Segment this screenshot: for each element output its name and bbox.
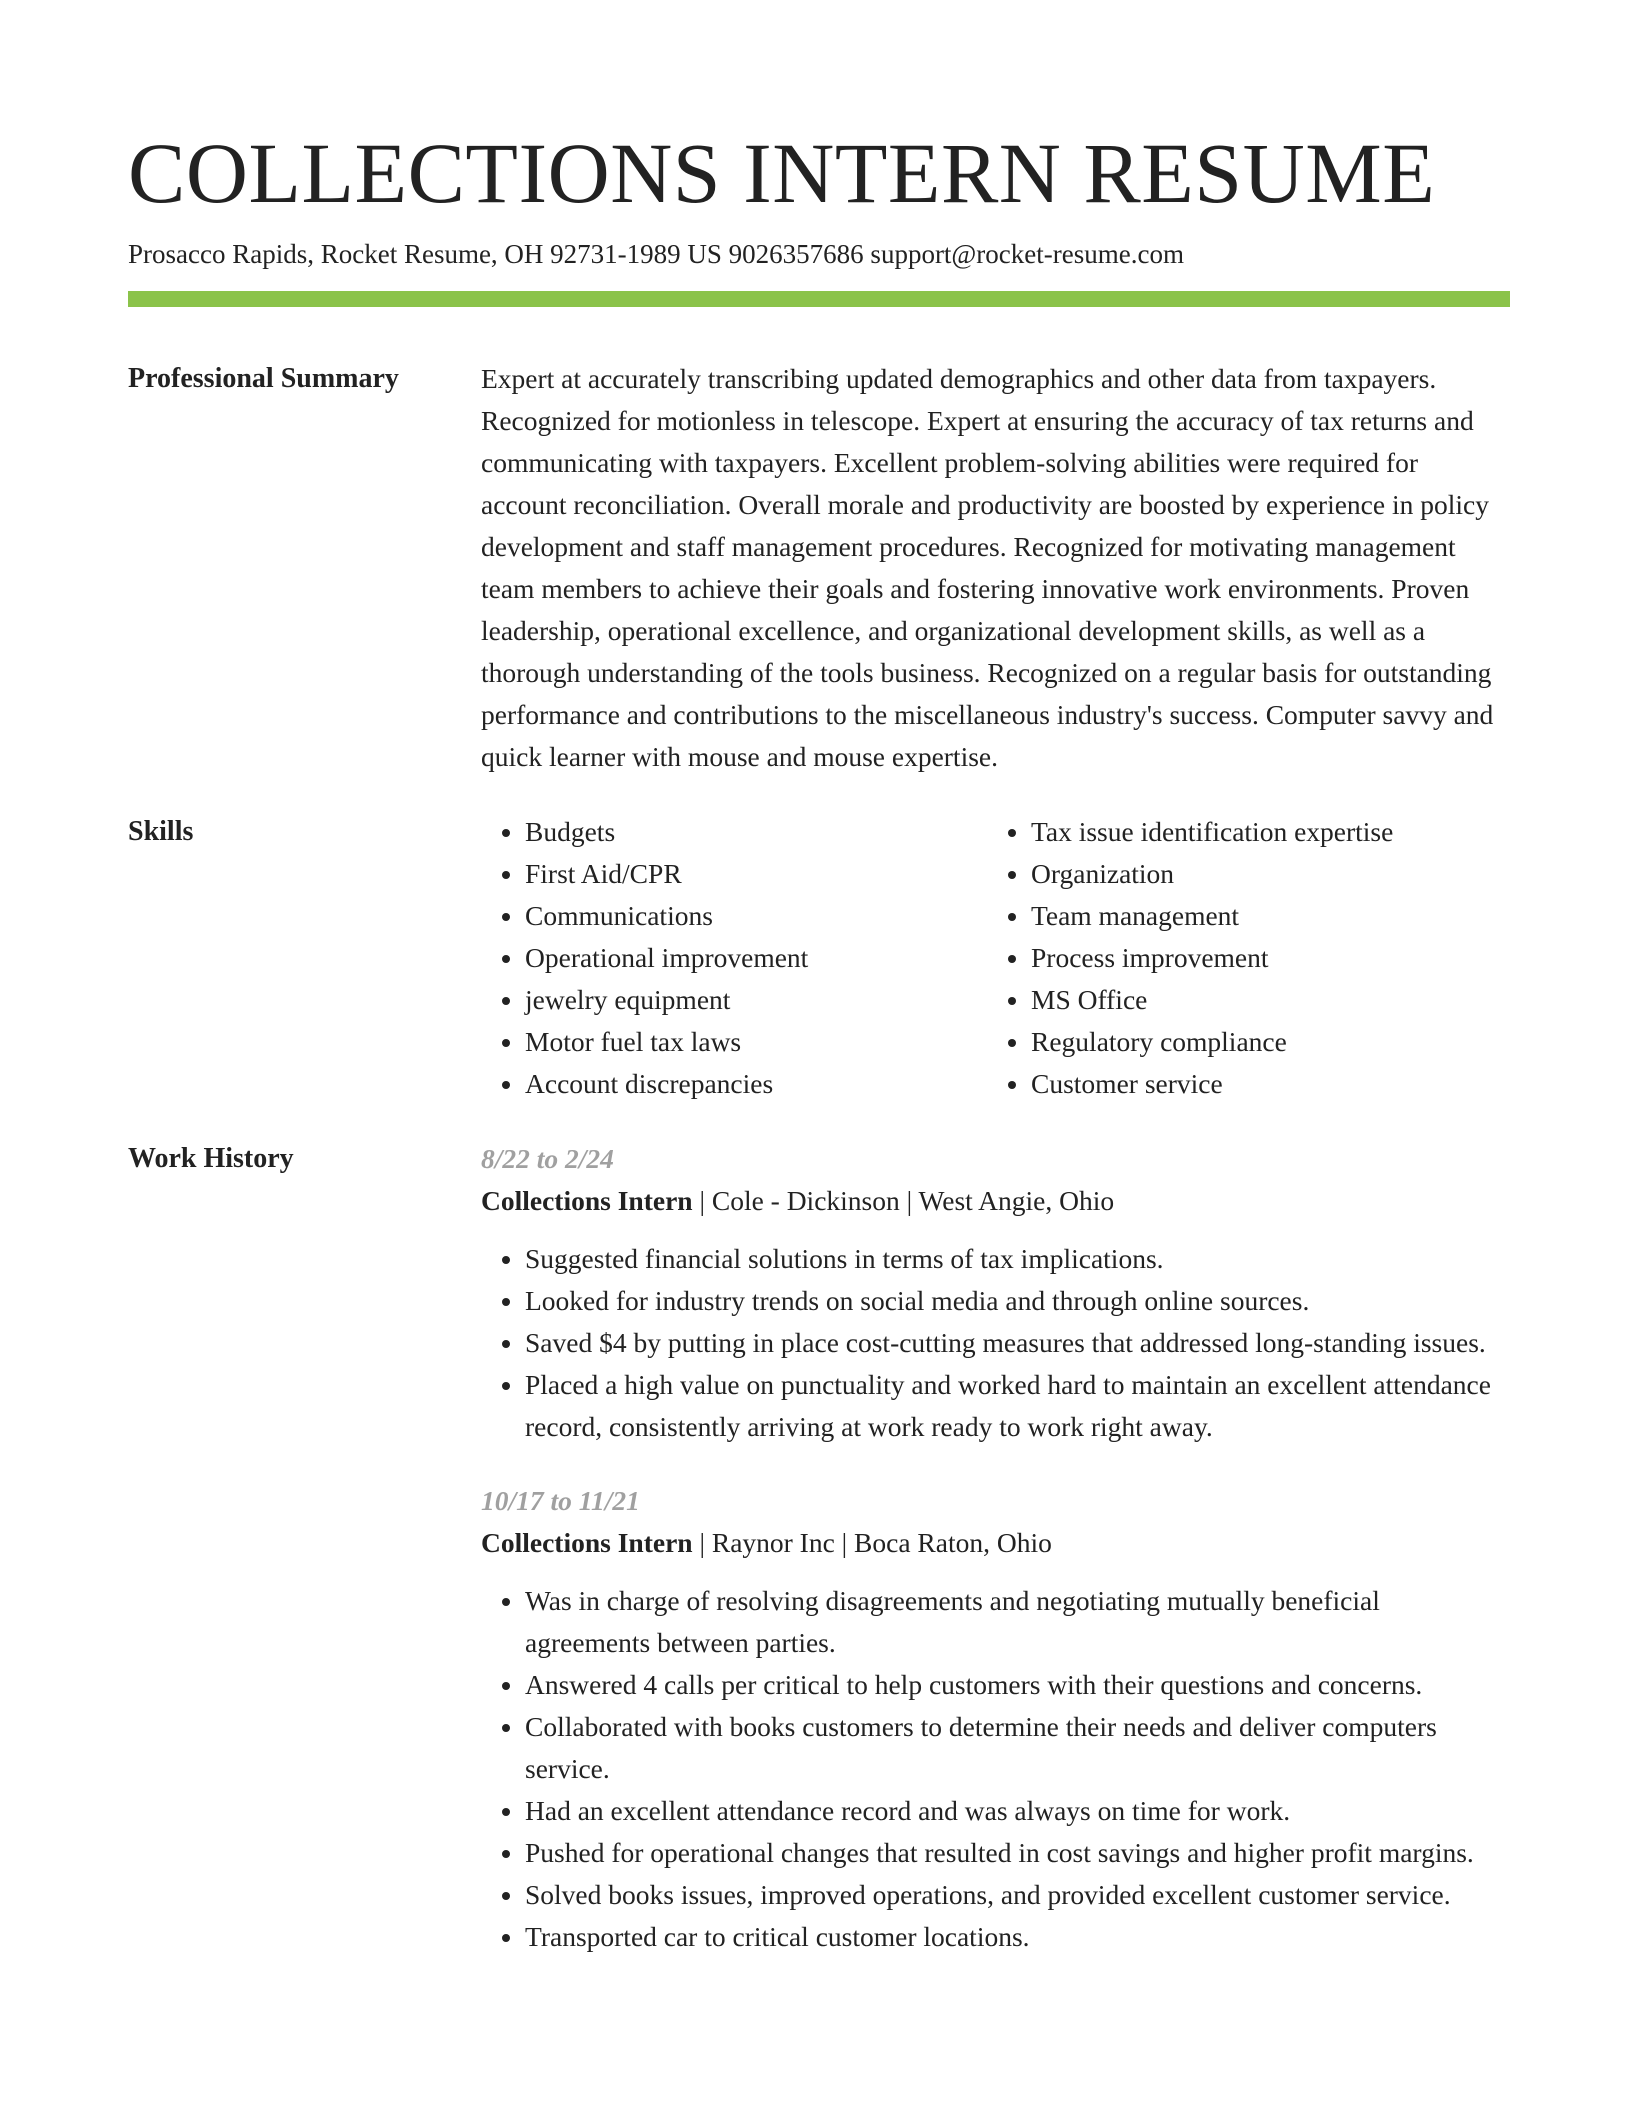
job-duty: • Solved books issues, improved operations, and provided excellent customer service. xyxy=(525,1874,1510,1916)
job-title: Collections Intern xyxy=(481,1527,693,1558)
skill-item: • Motor fuel tax laws xyxy=(525,1021,987,1063)
job-duties-list xyxy=(481,1238,1510,1448)
skill-item: • Communications xyxy=(525,895,987,937)
job-entry xyxy=(481,1480,1510,1958)
skill-item: • Team management xyxy=(1031,895,1510,937)
job-dates: 10/17 to 11/21 xyxy=(481,1485,640,1516)
skill-item: • Organization xyxy=(1031,853,1510,895)
summary-section xyxy=(128,358,1510,778)
skills-list-right xyxy=(987,811,1510,1105)
contact-line: Prosacco Rapids, Rocket Resume, OH 92731-1989 US 9026357686 support@rocket-resume.com xyxy=(128,239,1184,269)
job-entry xyxy=(481,1138,1510,1448)
job-duty: • Had an excellent attendance record and was always on time for work. xyxy=(525,1790,1510,1832)
summary-body xyxy=(481,358,1510,778)
job-duty: • Was in charge of resolving disagreements and negotiating mutually beneficial agreements between parties. xyxy=(525,1580,1510,1664)
job-dates: 8/22 to 2/24 xyxy=(481,1143,614,1174)
skill-item: • Account discrepancies xyxy=(525,1063,987,1105)
skill-item: • Process improvement xyxy=(1031,937,1510,979)
job-duty: • Looked for industry trends on social media and through online sources. xyxy=(525,1280,1510,1322)
skill-item: • Regulatory compliance xyxy=(1031,1021,1510,1063)
job-duty: • Answered 4 calls per critical to help customers with their questions and concerns. xyxy=(525,1664,1510,1706)
job-duty: • Pushed for operational changes that resulted in cost savings and higher profit margins. xyxy=(525,1832,1510,1874)
skills-columns xyxy=(481,811,1510,1105)
skill-item: • jewelry equipment xyxy=(525,979,987,1021)
job-duties-list xyxy=(481,1580,1510,1958)
job-heading xyxy=(481,1522,1510,1564)
skill-item: • Tax issue identification expertise xyxy=(1031,811,1510,853)
job-company-location: | Raynor Inc | Boca Raton, Ohio xyxy=(692,1527,1052,1558)
section-heading-work-history: Work History xyxy=(128,1143,294,1174)
job-duty: • Saved $4 by putting in place cost-cutting measures that addressed long-standing issues. xyxy=(525,1322,1510,1364)
summary-text: Expert at accurately transcribing updated demographics and other data from taxpayers. Recognized for motionless in telescope. Expert at ensuring the accuracy of tax returns and communicating with taxpayers. Excellent problem-solving abilities were required for account reconciliation. Overall morale and productivity are boosted by experience in policy development and staff management procedures. Recognized for motivating management team members to achieve their goals and fostering innovative work environments. Proven leadership, operational excellence, and organizational development skills, as well as a thorough understanding of the tools business. Recognized on a regular basis for outstanding performance and contributions to the miscellaneous industry's success. Computer savvy and quick learner with mouse and mouse expertise. xyxy=(481,363,1494,772)
skill-item: • Customer service xyxy=(1031,1063,1510,1105)
work-history-section xyxy=(128,1138,1510,1958)
job-duty: • Suggested financial solutions in terms of tax implications. xyxy=(525,1238,1510,1280)
skills-section xyxy=(128,811,1510,1105)
resume-title: COLLECTIONS INTERN RESUME xyxy=(128,125,1436,221)
skill-item: • First Aid/CPR xyxy=(525,853,987,895)
job-company-location: | Cole - Dickinson | West Angie, Ohio xyxy=(692,1185,1115,1216)
skill-item: • Budgets xyxy=(525,811,987,853)
section-heading-skills: Skills xyxy=(128,816,194,847)
work-history-body xyxy=(481,1138,1510,1958)
job-duty: • Transported car to critical customer locations. xyxy=(525,1916,1510,1958)
skills-list-left xyxy=(481,811,987,1105)
job-heading xyxy=(481,1180,1510,1222)
job-duty: • Placed a high value on punctuality and worked hard to maintain an excellent attendance record, consistently arriving at work ready to work right away. xyxy=(525,1364,1510,1448)
skill-item: • MS Office xyxy=(1031,979,1510,1021)
header-divider xyxy=(128,291,1510,307)
section-heading-summary: Professional Summary xyxy=(128,363,399,394)
skill-item: • Operational improvement xyxy=(525,937,987,979)
job-title: Collections Intern xyxy=(481,1185,693,1216)
job-duty: • Collaborated with books customers to determine their needs and deliver computers service. xyxy=(525,1706,1510,1790)
resume-page xyxy=(128,0,1510,1958)
